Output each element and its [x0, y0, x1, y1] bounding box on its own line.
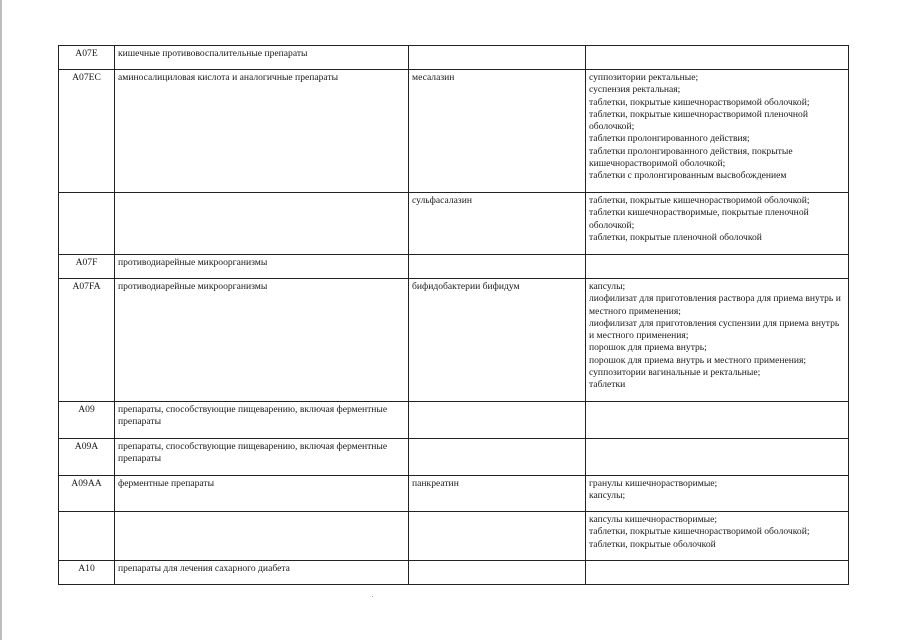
drug-name-cell: сульфасалазин	[409, 193, 586, 255]
table-row	[59, 402, 849, 439]
dosage-forms-cell: суппозитории ректальные; суспензия ректальная; таблетки, покрытые кишечнорастворимой оболочкой; таблетки, покрытые кишечнорастворимой пленочной оболочкой; таблетки пролонгированного действия; таблетки пролонгированного действия, покрытые кишечнорастворимой оболочкой; таблетки с пролонгированным высвобождением	[586, 70, 849, 193]
scan-edge-shadow	[0, 0, 2, 640]
drug-classification-table	[58, 45, 849, 585]
group-name-cell: противодиарейные микроорганизмы	[115, 279, 409, 402]
drug-name-cell: месалазин	[409, 70, 586, 193]
group-name-cell: кишечные противовоспалительные препараты	[115, 46, 409, 70]
table-row	[59, 279, 849, 402]
drug-name-cell	[409, 512, 586, 561]
group-name-cell	[115, 193, 409, 255]
atc-code-cell: A07E	[59, 46, 115, 70]
group-name-cell: препараты, способствующие пищеварению, включая ферментные препараты	[115, 439, 409, 476]
group-name-cell: ферментные препараты	[115, 476, 409, 512]
atc-code-cell: A07EC	[59, 70, 115, 193]
scan-speck	[372, 596, 373, 597]
dosage-forms-cell	[586, 561, 849, 585]
atc-code-cell: A07FA	[59, 279, 115, 402]
table-row	[59, 439, 849, 476]
atc-code-cell: A09AA	[59, 476, 115, 512]
dosage-forms-cell: таблетки, покрытые кишечнорастворимой оболочкой; таблетки кишечнорастворимые, покрытые пленочной оболочкой; таблетки, покрытые пленочной оболочкой	[586, 193, 849, 255]
dosage-forms-cell	[586, 402, 849, 439]
drug-name-cell	[409, 255, 586, 279]
dosage-forms-cell: капсулы кишечнорастворимые; таблетки, покрытые кишечнорастворимой оболочкой; таблетки, покрытые оболочкой	[586, 512, 849, 561]
dosage-forms-cell	[586, 439, 849, 476]
drug-name-cell	[409, 561, 586, 585]
table-row	[59, 255, 849, 279]
table-row	[59, 70, 849, 193]
dosage-forms-cell: капсулы; лиофилизат для приготовления раствора для приема внутрь и местного применения; лиофилизат для приготовления суспензии для приема внутрь и местного применения; порошок для приема внутрь; порошок для приема внутрь и местного применения; суппозитории вагинальные и ректальные; таблетки	[586, 279, 849, 402]
dosage-forms-cell: гранулы кишечнорастворимые; капсулы;	[586, 476, 849, 512]
drug-name-cell	[409, 402, 586, 439]
table-row	[59, 193, 849, 255]
drug-name-cell	[409, 46, 586, 70]
table-row	[59, 512, 849, 561]
drug-name-cell	[409, 439, 586, 476]
table-row	[59, 561, 849, 585]
atc-code-cell	[59, 512, 115, 561]
dosage-forms-cell	[586, 255, 849, 279]
atc-code-cell	[59, 193, 115, 255]
dosage-forms-cell	[586, 46, 849, 70]
group-name-cell	[115, 512, 409, 561]
table-row	[59, 476, 849, 512]
atc-code-cell: A10	[59, 561, 115, 585]
table-row	[59, 46, 849, 70]
drug-name-cell: панкреатин	[409, 476, 586, 512]
atc-code-cell: A09A	[59, 439, 115, 476]
atc-code-cell: A07F	[59, 255, 115, 279]
group-name-cell: препараты, способствующие пищеварению, включая ферментные препараты	[115, 402, 409, 439]
drug-name-cell: бифидобактерии бифидум	[409, 279, 586, 402]
atc-code-cell: A09	[59, 402, 115, 439]
group-name-cell: аминосалициловая кислота и аналогичные препараты	[115, 70, 409, 193]
group-name-cell: препараты для лечения сахарного диабета	[115, 561, 409, 585]
group-name-cell: противодиарейные микроорганизмы	[115, 255, 409, 279]
